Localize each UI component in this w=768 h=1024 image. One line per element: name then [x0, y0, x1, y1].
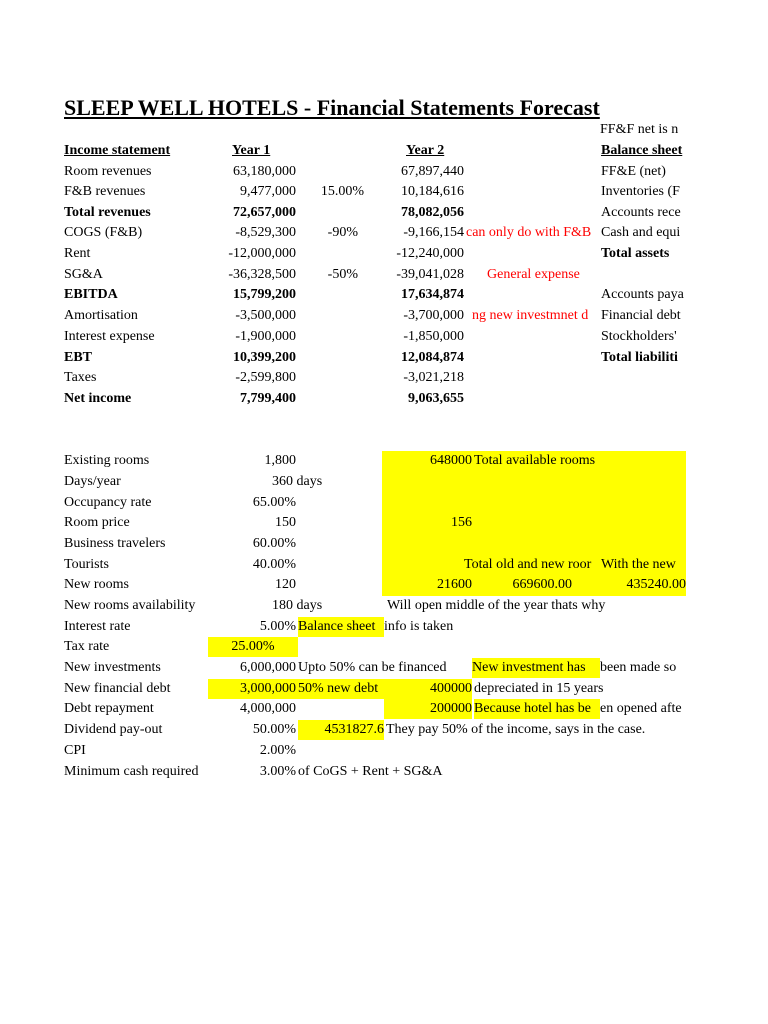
income-year1: 15,799,200	[233, 287, 296, 302]
availability-note: Will open middle of the year thats why	[387, 598, 606, 613]
min-cash-note: of CoGS + Rent + SG&A	[298, 764, 443, 779]
balance-row: Stockholders'	[601, 329, 677, 344]
income-year2: 17,634,874	[401, 287, 464, 302]
new-rooms-a: 21600	[437, 577, 472, 592]
balance-row-total-assets: Total assets	[601, 246, 670, 261]
income-pct: -90%	[327, 225, 358, 240]
top-note: FF&F net is n	[600, 122, 679, 137]
assumption-value: 65.00%	[252, 495, 296, 510]
assumption-value: 4,000,000	[240, 701, 296, 716]
balance-sheet-header: Balance sheet	[601, 143, 683, 158]
investment-note-3: been made so	[600, 660, 677, 675]
assumption-label: Occupancy rate	[64, 495, 152, 510]
income-label: SG&A	[64, 267, 103, 282]
balance-row: Inventories (F	[601, 184, 680, 199]
income-year2: -1,850,000	[403, 329, 464, 344]
income-year1: -12,000,000	[228, 246, 296, 261]
income-year2: -12,240,000	[396, 246, 464, 261]
assumption-value: 1,800	[264, 453, 296, 468]
income-pct: 15.00%	[320, 184, 364, 199]
income-label: Interest expense	[64, 329, 155, 344]
income-year1: 7,799,400	[240, 391, 296, 406]
income-label: Room revenues	[64, 164, 152, 179]
income-year1: 10,399,200	[233, 350, 296, 365]
interest-note-2: info is taken	[384, 619, 454, 634]
interest-note: Balance sheet	[298, 617, 384, 637]
new-rooms-b: 669600.00	[512, 577, 572, 592]
balance-row: Accounts paya	[601, 287, 684, 302]
assumption-label: Existing rooms	[64, 453, 150, 468]
year2-header: Year 2	[406, 143, 445, 158]
income-label: EBITDA	[64, 287, 118, 302]
income-statement-header: Income statement	[64, 143, 171, 158]
repay-note-2: en opened afte	[600, 701, 682, 716]
repay-number: 200000	[384, 699, 472, 719]
income-year2: 78,082,056	[401, 205, 464, 220]
total-old-new-label: Total old and new roor	[464, 557, 592, 572]
income-label: Rent	[64, 246, 91, 261]
tax-rate-value: 25.00%	[208, 637, 298, 657]
dividend-number: 4531827.6	[298, 720, 384, 740]
assumption-value: 2.00%	[259, 743, 296, 758]
debt-note: 50% new debt	[296, 679, 384, 699]
assumption-label: New financial debt	[64, 681, 171, 696]
income-year1: -1,900,000	[235, 329, 296, 344]
income-year1: -8,529,300	[235, 225, 296, 240]
income-year2: 67,897,440	[401, 164, 464, 179]
income-year2: -3,021,218	[403, 370, 464, 385]
cogs-note: can only do with F&B	[466, 225, 592, 240]
new-rooms-c: 435240.00	[626, 577, 686, 592]
assumption-value: 5.00%	[259, 619, 296, 634]
income-year2: -39,041,028	[396, 267, 464, 282]
income-year1: -36,328,500	[228, 267, 296, 282]
investment-note-2: New investment has	[472, 658, 600, 678]
income-year2: -9,166,154	[403, 225, 464, 240]
assumption-label: New rooms	[64, 577, 129, 592]
assumption-label: Room price	[64, 515, 130, 530]
assumption-value: 150	[275, 515, 296, 530]
investment-note: Upto 50% can be financed	[298, 660, 447, 675]
assumption-value: 120	[275, 577, 296, 592]
income-label: Amortisation	[64, 308, 138, 323]
assumption-label: CPI	[64, 743, 86, 758]
income-label: EBT	[64, 350, 93, 365]
dividend-note: They pay 50% of the income, says in the case.	[386, 722, 646, 737]
assumption-label: New rooms availability	[64, 598, 196, 613]
balance-row: Cash and equi	[601, 225, 681, 240]
amortisation-note: ng new investmnet d	[472, 308, 589, 323]
assumption-value: 50.00%	[252, 722, 296, 737]
assumption-value: 360 days	[272, 474, 323, 489]
assumption-value: 60.00%	[252, 536, 296, 551]
balance-row: Accounts rece	[601, 205, 681, 220]
balance-row: Financial debt	[601, 308, 681, 323]
assumption-label: Business travelers	[64, 536, 166, 551]
sga-note: General expense	[487, 267, 580, 282]
room-price-new: 156	[451, 515, 472, 530]
income-year1: 63,180,000	[233, 164, 296, 179]
assumption-value: 3.00%	[259, 764, 296, 779]
income-year1: -2,599,800	[235, 370, 296, 385]
repay-note: Because hotel has be	[474, 699, 600, 719]
debt-number: 400000	[384, 679, 472, 699]
income-year1: -3,500,000	[235, 308, 296, 323]
total-available-label: Total available rooms	[474, 453, 596, 468]
assumption-value: 180 days	[272, 598, 323, 613]
new-financial-debt-value: 3,000,000	[208, 679, 296, 699]
income-label: Net income	[64, 391, 132, 406]
income-pct: -50%	[327, 267, 358, 282]
assumption-label: Tax rate	[64, 639, 110, 654]
assumption-label: Interest rate	[64, 619, 131, 634]
income-year1: 9,477,000	[240, 184, 296, 199]
assumption-label: Dividend pay-out	[64, 722, 163, 737]
balance-row-total-liabilities: Total liabiliti	[601, 350, 678, 365]
debt-note-2: depreciated in 15 years	[474, 681, 604, 696]
income-year2: 10,184,616	[401, 184, 464, 199]
income-year2: -3,700,000	[403, 308, 464, 323]
income-label: Total revenues	[64, 205, 151, 220]
income-label: F&B revenues	[64, 184, 146, 199]
assumption-label: Debt repayment	[64, 701, 154, 716]
with-new-label: With the new	[601, 557, 676, 572]
assumption-label: New investments	[64, 660, 161, 675]
income-label: COGS (F&B)	[64, 225, 143, 240]
assumption-label: Minimum cash required	[64, 764, 199, 779]
income-year1: 72,657,000	[233, 205, 296, 220]
income-year2: 9,063,655	[408, 391, 464, 406]
assumption-label: Tourists	[64, 557, 109, 572]
year1-header: Year 1	[232, 143, 271, 158]
income-year2: 12,084,874	[401, 350, 464, 365]
page-title: SLEEP WELL HOTELS - Financial Statements Forecast	[64, 95, 600, 120]
assumption-value: 40.00%	[252, 557, 296, 572]
income-label: Taxes	[64, 370, 97, 385]
balance-row: FF&E (net)	[601, 164, 666, 179]
assumption-label: Days/year	[64, 474, 121, 489]
total-available-number: 648000	[430, 453, 472, 468]
assumption-value: 6,000,000	[240, 660, 296, 675]
